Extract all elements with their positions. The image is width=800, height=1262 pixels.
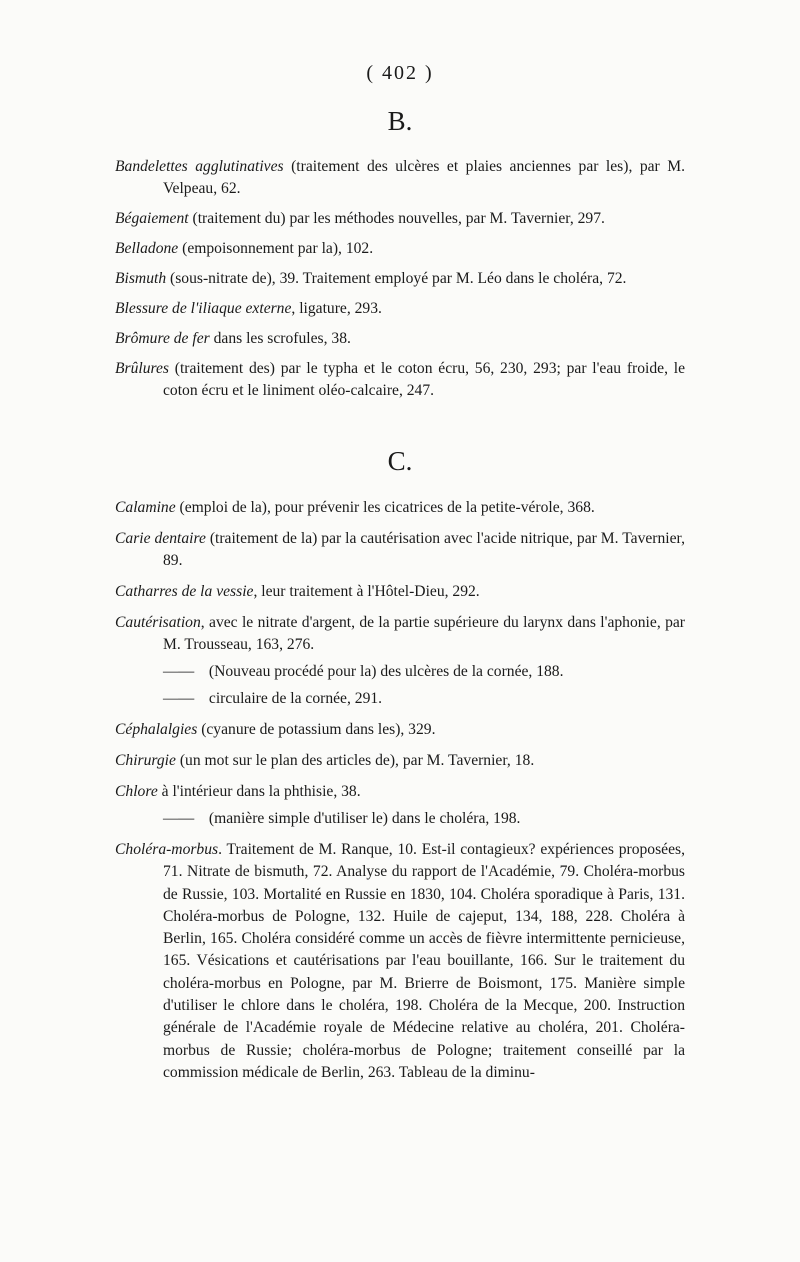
index-entry <box>115 528 685 572</box>
entry-text: (traitement de la) par la cautérisation avec l'acide nitrique, par M. Tavernier, 89. <box>163 530 685 569</box>
repeat-dash: —— <box>163 690 195 707</box>
entry-term: Bismuth <box>115 270 167 287</box>
index-entry <box>115 358 685 402</box>
index-entry <box>115 497 685 519</box>
entry-text: (emploi de la), pour prévenir les cicatrices de la petite-vérole, 368. <box>175 499 595 516</box>
section-c-entries <box>115 497 685 1093</box>
repeat-dash: —— <box>163 663 195 680</box>
entry-term: Brûlures <box>115 360 169 377</box>
entry-text: (empoisonnement par la), 102. <box>178 240 374 257</box>
entry-term: Chirurgie <box>115 752 176 769</box>
index-entry <box>115 238 685 260</box>
entry-text: dans les scrofules, 38. <box>209 330 351 347</box>
section-b-entries <box>115 156 685 410</box>
entry-text: , ligature, 293. <box>291 300 382 317</box>
entry-text: , avec le nitrate d'argent, de la partie supérieure du larynx dans l'aphonie, par M. Trousseau, 163, 276. <box>163 614 685 653</box>
index-subentry <box>115 661 685 683</box>
entry-text: à l'intérieur dans la phthisie, 38. <box>157 783 361 800</box>
entry-term: Carie dentaire <box>115 530 206 547</box>
entry-text: circulaire de la cornée, 291. <box>205 690 383 707</box>
section-letter-b: B. <box>387 106 413 136</box>
entry-text: (manière simple d'utiliser le) dans le choléra, 198. <box>205 810 521 827</box>
entry-term: Catharres de la vessie <box>115 583 254 600</box>
section-letter-c: C. <box>387 446 413 476</box>
index-entry <box>115 208 685 230</box>
entry-text: (sous-nitrate de), 39. Traitement employé par M. Léo dans le choléra, 72. <box>166 270 627 287</box>
entry-text: (traitement des ulcères et plaies anciennes par les), par M. Velpeau, 62. <box>163 158 686 197</box>
index-entry <box>115 750 685 772</box>
entry-term: Blessure de l'iliaque externe <box>115 300 292 317</box>
entry-text: (traitement des) par le typha et le coton écru, 56, 230, 293; par l'eau froide, le coton écru et le liniment oléo-calcaire, 247. <box>163 360 685 399</box>
entry-term: Bandelettes agglutinatives <box>115 158 284 175</box>
entry-text: (un mot sur le plan des articles de), par M. Tavernier, 18. <box>175 752 535 769</box>
index-entry <box>115 268 685 290</box>
index-entry <box>115 328 685 350</box>
index-entry <box>115 781 685 803</box>
index-entry <box>115 612 685 656</box>
entry-text: (cyanure de potassium dans les), 329. <box>197 721 436 738</box>
page-number: ( 402 ) <box>366 62 434 84</box>
repeat-dash: —— <box>163 810 195 827</box>
entry-text: . Traitement de M. Ranque, 10. Est-il contagieux? expériences proposées, 71. Nitrate de bismuth, 72. Analyse du rapport de l'Académie, 79. Choléra-morbus de Russie, 103. Mortalité en Russie en 1830, 104. Choléra sporadique à Paris, 131. Choléra-morbus de Pologne, 132. Huile de cajeput, 134, 188, 228. Choléra à Berlin, 165. Choléra considéré comme un accès de fièvre intermittente pernicieuse, 165. Vésications et cautérisations par l'eau bouillante, 166. Sur le traitement du choléra-morbus en Pologne, par M. Brierre de Boismont, 175. Manière simple d'utiliser le chlore dans le choléra, 198. Choléra de la Mecque, 200. Instruction générale de l'Académie royale de Médecine relative au choléra, 201. Choléra-morbus de Russie; choléra-morbus de Pologne; traitement conseillé par la commission médicale de Berlin, 263. Tableau de la diminu- <box>163 841 685 1081</box>
index-entry <box>115 298 685 320</box>
index-entry <box>115 581 685 603</box>
index-subentry <box>115 688 685 710</box>
entry-term: Chlore <box>115 783 158 800</box>
index-entry <box>115 719 685 741</box>
entry-text: (traitement du) par les méthodes nouvelles, par M. Tavernier, 297. <box>188 210 605 227</box>
entry-term: Bégaiement <box>115 210 189 227</box>
entry-text: , leur traitement à l'Hôtel-Dieu, 292. <box>253 583 480 600</box>
entry-term: Céphalalgies <box>115 721 198 738</box>
entry-term: Brômure de fer <box>115 330 210 347</box>
entry-term: Cautérisation <box>115 614 201 631</box>
index-entry <box>115 839 685 1084</box>
entry-term: Calamine <box>115 499 176 516</box>
index-entry <box>115 156 685 200</box>
entry-term: Belladone <box>115 240 179 257</box>
index-subentry <box>115 808 685 830</box>
entry-text: (Nouveau procédé pour la) des ulcères de la cornée, 188. <box>205 663 564 680</box>
entry-term: Choléra-morbus <box>115 841 219 858</box>
